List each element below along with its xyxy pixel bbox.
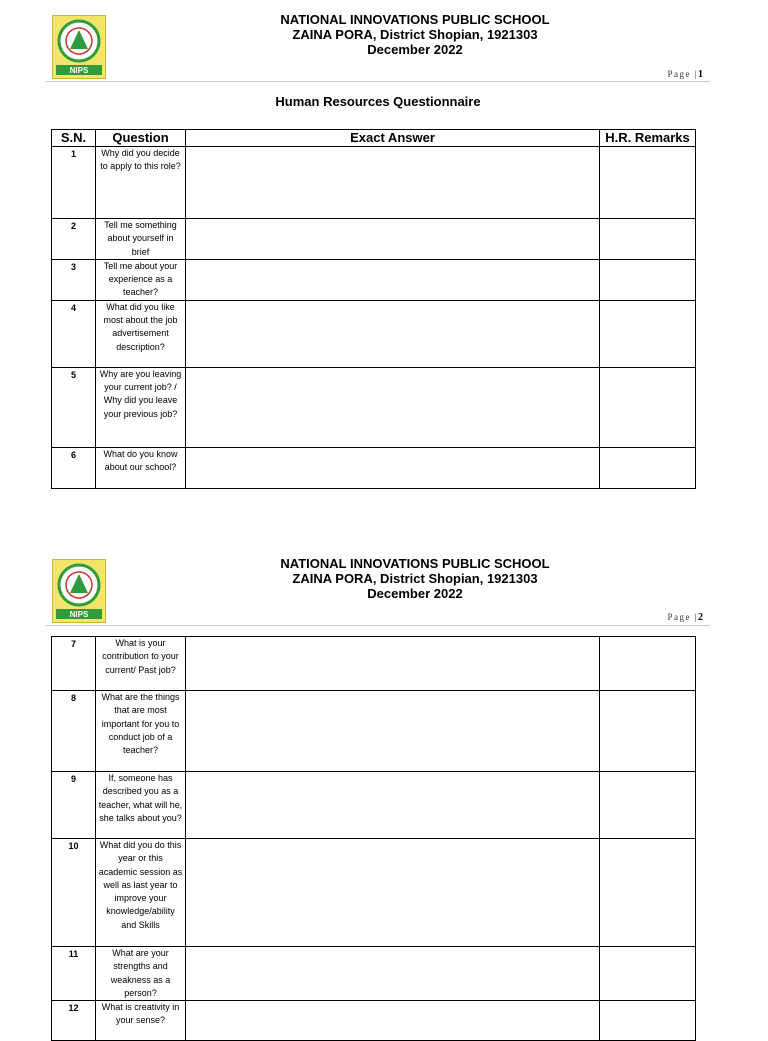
table-row [52,259,696,300]
remarks-cell[interactable] [600,1001,696,1041]
row-sn: 12 [52,1001,96,1041]
table-row [52,147,696,219]
school-address: ZAINA PORA, District Shopian, 1921303 [292,27,538,42]
school-logo [52,15,106,79]
school-header [200,556,630,601]
remarks-cell[interactable] [600,637,696,691]
header-exact-answer: Exact Answer [186,130,600,147]
header-divider [46,625,710,626]
table-row [52,637,696,691]
answer-cell[interactable] [186,772,600,839]
remarks-cell[interactable] [600,367,696,447]
remarks-cell[interactable] [600,219,696,260]
table-row [52,219,696,260]
row-question: If, someone has described you as a teacher, what will he, she talks about you? [96,772,186,839]
document-date: December 2022 [367,586,463,601]
row-question: What do you know about our school? [96,447,186,488]
row-question: Tell me something about yourself in brief [96,219,186,260]
svg-text:NIPS: NIPS [69,610,89,619]
row-question: Tell me about your experience as a teacher? [96,259,186,300]
row-question: Why are you leaving your current job? / Why did you leave your previous job? [96,367,186,447]
row-sn: 4 [52,300,96,367]
school-name: NATIONAL INNOVATIONS PUBLIC SCHOOL [280,556,550,571]
row-sn: 8 [52,691,96,772]
questionnaire-table-continued [51,636,696,1041]
row-question: What did you like most about the job advertisement description? [96,300,186,367]
row-question: What is creativity in your sense? [96,1001,186,1041]
row-sn: 9 [52,772,96,839]
page-number: Page |2 [667,612,703,623]
answer-cell[interactable] [186,691,600,772]
remarks-cell[interactable] [600,300,696,367]
school-logo [52,559,106,623]
row-question: What are your strengths and weakness as a person? [96,947,186,1001]
table-row [52,691,696,772]
table-row [52,772,696,839]
remarks-cell[interactable] [600,839,696,947]
answer-cell[interactable] [186,147,600,219]
row-question: What is your contribution to your current/ Past job? [96,637,186,691]
answer-cell[interactable] [186,300,600,367]
school-address: ZAINA PORA, District Shopian, 1921303 [292,571,538,586]
row-sn: 1 [52,147,96,219]
svg-text:NIPS: NIPS [69,66,89,75]
header-sn: S.N. [52,130,96,147]
row-sn: 6 [52,447,96,488]
table-row [52,839,696,947]
school-name: NATIONAL INNOVATIONS PUBLIC SCHOOL [280,12,550,27]
table-row [52,1001,696,1041]
answer-cell[interactable] [186,259,600,300]
table-row [52,947,696,1001]
page-number: Page |1 [667,69,703,80]
remarks-cell[interactable] [600,691,696,772]
document-date: December 2022 [367,42,463,57]
table-row [52,447,696,488]
table-row [52,300,696,367]
answer-cell[interactable] [186,219,600,260]
answer-cell[interactable] [186,637,600,691]
table-row [52,367,696,447]
remarks-cell[interactable] [600,772,696,839]
remarks-cell[interactable] [600,147,696,219]
table-header-row [52,130,696,147]
remarks-cell[interactable] [600,259,696,300]
document-page-1 [0,0,768,510]
row-sn: 10 [52,839,96,947]
answer-cell[interactable] [186,839,600,947]
header-hr-remarks: H.R. Remarks [600,130,696,147]
answer-cell[interactable] [186,947,600,1001]
questionnaire-table [51,129,696,489]
row-sn: 5 [52,367,96,447]
answer-cell[interactable] [186,367,600,447]
row-question: What are the things that are most important for you to conduct job of a teacher? [96,691,186,772]
answer-cell[interactable] [186,447,600,488]
header-question: Question [96,130,186,147]
document-page-2 [0,543,768,1024]
school-header [200,12,630,57]
row-question: What did you do this year or this academic session as well as last year to improve your knowledge/ability and Skills [96,839,186,947]
remarks-cell[interactable] [600,947,696,1001]
answer-cell[interactable] [186,1001,600,1041]
document-title: Human Resources Questionnaire [275,94,481,109]
remarks-cell[interactable] [600,447,696,488]
row-sn: 3 [52,259,96,300]
header-divider [46,81,710,82]
row-sn: 7 [52,637,96,691]
row-sn: 11 [52,947,96,1001]
row-question: Why did you decide to apply to this role? [96,147,186,219]
row-sn: 2 [52,219,96,260]
